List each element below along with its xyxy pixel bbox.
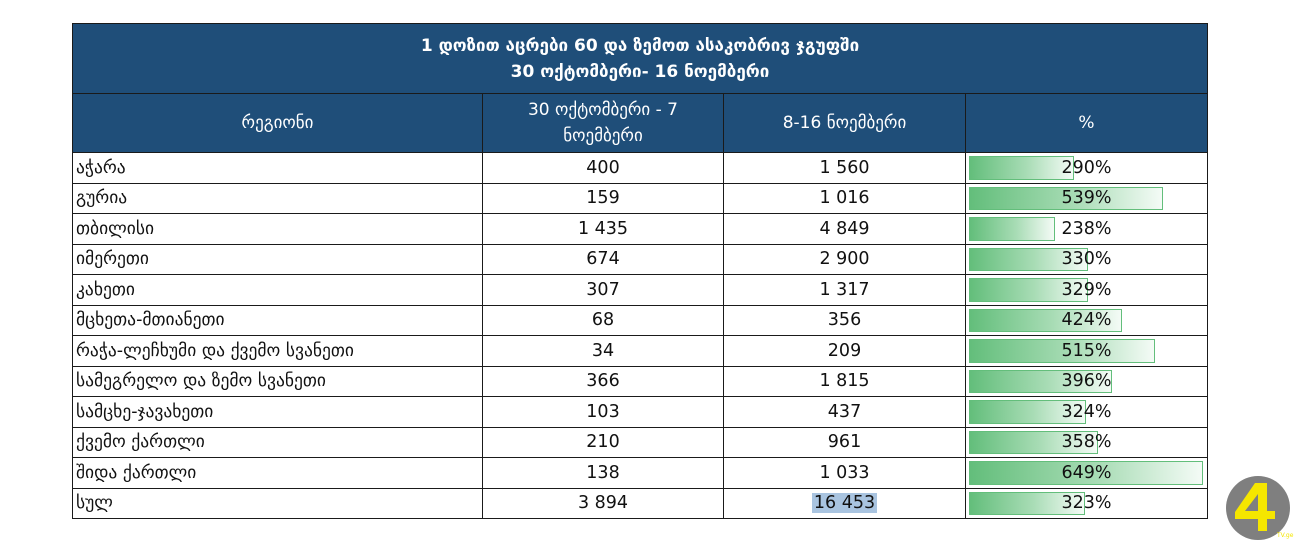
period1-cell: 366 — [483, 366, 724, 397]
table-row — [73, 305, 1208, 336]
header-period1 — [483, 94, 724, 153]
table-title-line2: 30 ოქტომბერი- 16 ნოემბერი — [510, 61, 770, 82]
period2-cell: 961 — [724, 427, 966, 458]
table-row — [73, 336, 1208, 367]
percent-value: 358% — [1061, 432, 1112, 453]
percent-cell — [966, 244, 1208, 275]
table-row — [73, 244, 1208, 275]
header-percent: % — [966, 94, 1208, 153]
period2-cell — [724, 488, 966, 519]
percent-value: 290% — [1061, 157, 1112, 178]
region-cell: ქვემო ქართლი — [73, 427, 483, 458]
period1-cell: 34 — [483, 336, 724, 367]
period2-cell: 437 — [724, 397, 966, 428]
percent-cell — [966, 275, 1208, 306]
region-cell: თბილისი — [73, 214, 483, 245]
region-cell: რაჭა-ლეჩხუმი და ქვემო სვანეთი — [73, 336, 483, 367]
period1-cell: 210 — [483, 427, 724, 458]
percent-value: 330% — [1061, 249, 1112, 270]
percent-value: 238% — [1061, 218, 1112, 239]
percent-data-bar — [969, 156, 1074, 180]
percent-cell — [966, 183, 1208, 214]
period2-cell: 1 016 — [724, 183, 966, 214]
percent-cell — [966, 153, 1208, 184]
percent-value: 649% — [1061, 462, 1112, 483]
period2-cell: 1 033 — [724, 458, 966, 489]
channel-4-logo-icon — [1225, 475, 1294, 541]
percent-data-bar — [969, 217, 1055, 241]
region-cell: სამეგრელო და ზემო სვანეთი — [73, 366, 483, 397]
table-body — [73, 153, 1208, 519]
table-row — [73, 366, 1208, 397]
header-period2: 8-16 ნოემბერი — [724, 94, 966, 153]
percent-cell — [966, 305, 1208, 336]
table-row — [73, 397, 1208, 428]
table-row — [73, 427, 1208, 458]
period1-cell: 159 — [483, 183, 724, 214]
percent-cell — [966, 214, 1208, 245]
table-row — [73, 153, 1208, 184]
period2-total-highlight: 16 453 — [813, 493, 876, 514]
percent-value: 539% — [1061, 188, 1112, 209]
period1-cell: 68 — [483, 305, 724, 336]
header-region: რეგიონი — [73, 94, 483, 153]
logo-tag: TV.ge — [1277, 532, 1294, 539]
percent-value: 424% — [1061, 310, 1112, 331]
header-period1-line1: 30 ოქტომბერი - 7 — [527, 100, 678, 120]
period2-cell: 1 317 — [724, 275, 966, 306]
percent-cell — [966, 366, 1208, 397]
table-row — [73, 275, 1208, 306]
region-cell: გურია — [73, 183, 483, 214]
percent-cell — [966, 458, 1208, 489]
period2-cell: 4 849 — [724, 214, 966, 245]
vaccination-table — [72, 23, 1208, 519]
table-title-line1: 1 დოზით აცრები 60 და ზემოთ ასაკობრივ ჯგუფში — [420, 35, 860, 56]
header-period1-line2: ნოემბერი — [563, 126, 643, 146]
region-cell: აჭარა — [73, 153, 483, 184]
table-row — [73, 458, 1208, 489]
percent-value: 515% — [1061, 340, 1112, 361]
region-cell: მცხეთა-მთიანეთი — [73, 305, 483, 336]
period1-cell: 103 — [483, 397, 724, 428]
period1-cell: 3 894 — [483, 488, 724, 519]
period2-cell: 1 815 — [724, 366, 966, 397]
region-cell: კახეთი — [73, 275, 483, 306]
percent-cell — [966, 488, 1208, 519]
percent-value: 329% — [1061, 279, 1112, 300]
table-title — [73, 24, 1208, 94]
period2-cell: 1 560 — [724, 153, 966, 184]
table-row-total — [73, 488, 1208, 519]
region-cell: სულ — [73, 488, 483, 519]
period1-cell: 1 435 — [483, 214, 724, 245]
period2-cell: 2 900 — [724, 244, 966, 275]
percent-value: 323% — [1061, 493, 1112, 514]
period1-cell: 400 — [483, 153, 724, 184]
percent-cell — [966, 397, 1208, 428]
region-cell: სამცხე-ჯავახეთი — [73, 397, 483, 428]
period1-cell: 674 — [483, 244, 724, 275]
period2-cell: 209 — [724, 336, 966, 367]
table-row — [73, 183, 1208, 214]
percent-value: 324% — [1061, 401, 1112, 422]
period1-cell: 138 — [483, 458, 724, 489]
percent-cell — [966, 336, 1208, 367]
percent-value: 396% — [1061, 371, 1112, 392]
table-row — [73, 214, 1208, 245]
period2-cell: 356 — [724, 305, 966, 336]
vaccination-table-container — [72, 23, 1207, 519]
region-cell: იმერეთი — [73, 244, 483, 275]
percent-cell — [966, 427, 1208, 458]
period1-cell: 307 — [483, 275, 724, 306]
region-cell: შიდა ქართლი — [73, 458, 483, 489]
